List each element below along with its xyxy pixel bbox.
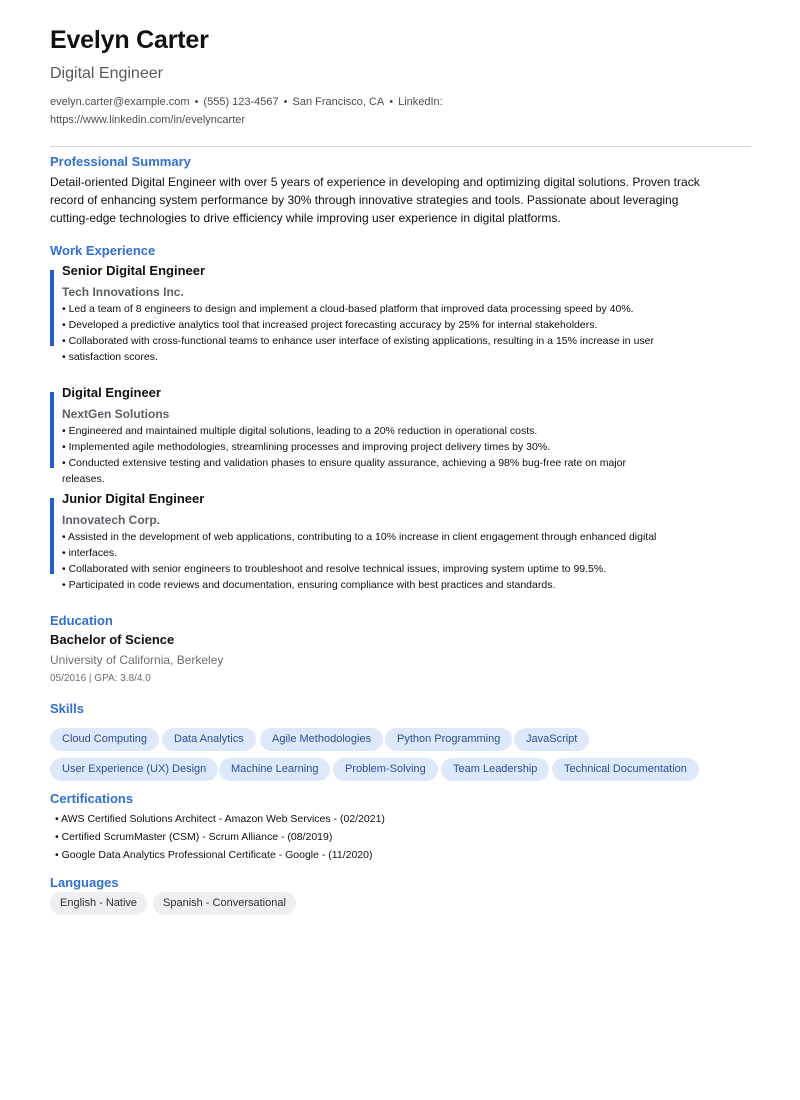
job-bullet: • Assisted in the development of web applications, contributing to a 10% increase in client engagement through enhanced digital	[62, 531, 657, 543]
separator: •	[283, 96, 288, 108]
skill-chip: Problem-Solving	[333, 758, 438, 781]
job-bullet: • Participated in code reviews and documentation, ensuring compliance with best practices and standards.	[62, 579, 556, 591]
job-company: Tech Innovations Inc.	[62, 285, 184, 299]
email-link[interactable]: evelyn.carter@example.com	[50, 96, 190, 108]
section-title-languages: Languages	[50, 875, 119, 890]
certification-item: • AWS Certified Solutions Architect - Amazon Web Services - (02/2021)	[55, 813, 385, 825]
job-entry	[50, 385, 730, 485]
skill-chip: Data Analytics	[162, 728, 256, 751]
job-bullet: • Conducted extensive testing and validation phases to ensure quality assurance, achieving a 98% bug-free rate on major releases.	[62, 457, 627, 485]
language-chip: English - Native	[50, 892, 147, 915]
summary-text: Detail-oriented Digital Engineer with over 5 years of experience in developing and optimizing digital solutions. Proven track record of enhancing system performance by 30% through innovative strategies and tools. Passionate about leveraging cutting-edge technologies to drive efficiency while improving user experience in digital platforms.	[50, 175, 700, 225]
job-bullet: • satisfaction scores.	[62, 351, 158, 363]
job-bullet: • Engineered and maintained multiple digital solutions, leading to a 20% reduction in operational costs.	[62, 425, 538, 437]
job-bullet: • Collaborated with cross-functional teams to enhance user interface of existing applications, resulting in a 15% increase in user	[62, 335, 654, 347]
section-title-certifications: Certifications	[50, 791, 134, 806]
education-meta: 05/2016 | GPA: 3.8/4.0	[50, 673, 151, 684]
job-bullets	[62, 423, 662, 487]
job-role: Junior Digital Engineer	[62, 491, 205, 506]
job-entry	[50, 263, 730, 363]
job-bullet: • interfaces.	[62, 547, 118, 559]
separator: •	[194, 96, 199, 108]
certification-list	[55, 810, 385, 864]
skill-chip: Team Leadership	[441, 758, 549, 781]
candidate-title: Digital Engineer	[50, 65, 163, 82]
skill-chip: JavaScript	[514, 728, 589, 751]
certification-item: • Certified ScrumMaster (CSM) - Scrum Alliance - (08/2019)	[55, 831, 333, 843]
contact-info	[50, 93, 470, 129]
job-entry	[50, 491, 730, 591]
separator: •	[389, 96, 394, 108]
skill-chip: Technical Documentation	[552, 758, 699, 781]
job-bullet: • Implemented agile methodologies, streamlining processes and improving project delivery times by 30%.	[62, 441, 551, 453]
job-bullets	[62, 529, 662, 593]
skill-chip: Python Programming	[385, 728, 512, 751]
skill-chip: Agile Methodologies	[260, 728, 383, 751]
skill-chip: Machine Learning	[219, 758, 330, 781]
education-school: University of California, Berkeley	[50, 653, 224, 667]
section-title-education: Education	[50, 613, 113, 628]
job-role: Digital Engineer	[62, 385, 161, 400]
job-accent-bar	[50, 498, 54, 574]
education-degree: Bachelor of Science	[50, 632, 175, 647]
skill-chip: User Experience (UX) Design	[50, 758, 218, 781]
job-bullet: • Collaborated with senior engineers to troubleshoot and resolve technical issues, improving system uptime to 99.5%.	[62, 563, 607, 575]
job-bullets	[62, 301, 662, 365]
job-bullet: • Led a team of 8 engineers to design and implement a cloud-based platform that improved data processing speed by 40%.	[62, 303, 634, 315]
job-accent-bar	[50, 392, 54, 468]
candidate-name: Evelyn Carter	[50, 26, 209, 54]
linkedin-label: LinkedIn:	[398, 96, 443, 108]
job-role: Senior Digital Engineer	[62, 263, 206, 278]
certification-item: • Google Data Analytics Professional Certificate - Google - (11/2020)	[55, 849, 373, 861]
skill-chip: Cloud Computing	[50, 728, 159, 751]
job-company: NextGen Solutions	[62, 407, 170, 421]
phone-text: (555) 123-4567	[203, 96, 279, 108]
job-bullet: • Developed a predictive analytics tool that increased project forecasting accuracy by 25% for internal stakeholders.	[62, 319, 598, 331]
job-company: Innovatech Corp.	[62, 513, 161, 527]
section-title-summary: Professional Summary	[50, 154, 191, 169]
section-title-experience: Work Experience	[50, 243, 156, 258]
linkedin-link[interactable]: https://www.linkedin.com/in/evelyncarter	[50, 114, 246, 126]
header-divider	[50, 146, 751, 147]
location-text: San Francisco, CA	[292, 96, 385, 108]
job-accent-bar	[50, 270, 54, 346]
section-title-skills: Skills	[50, 701, 84, 716]
language-chip: Spanish - Conversational	[153, 892, 296, 915]
